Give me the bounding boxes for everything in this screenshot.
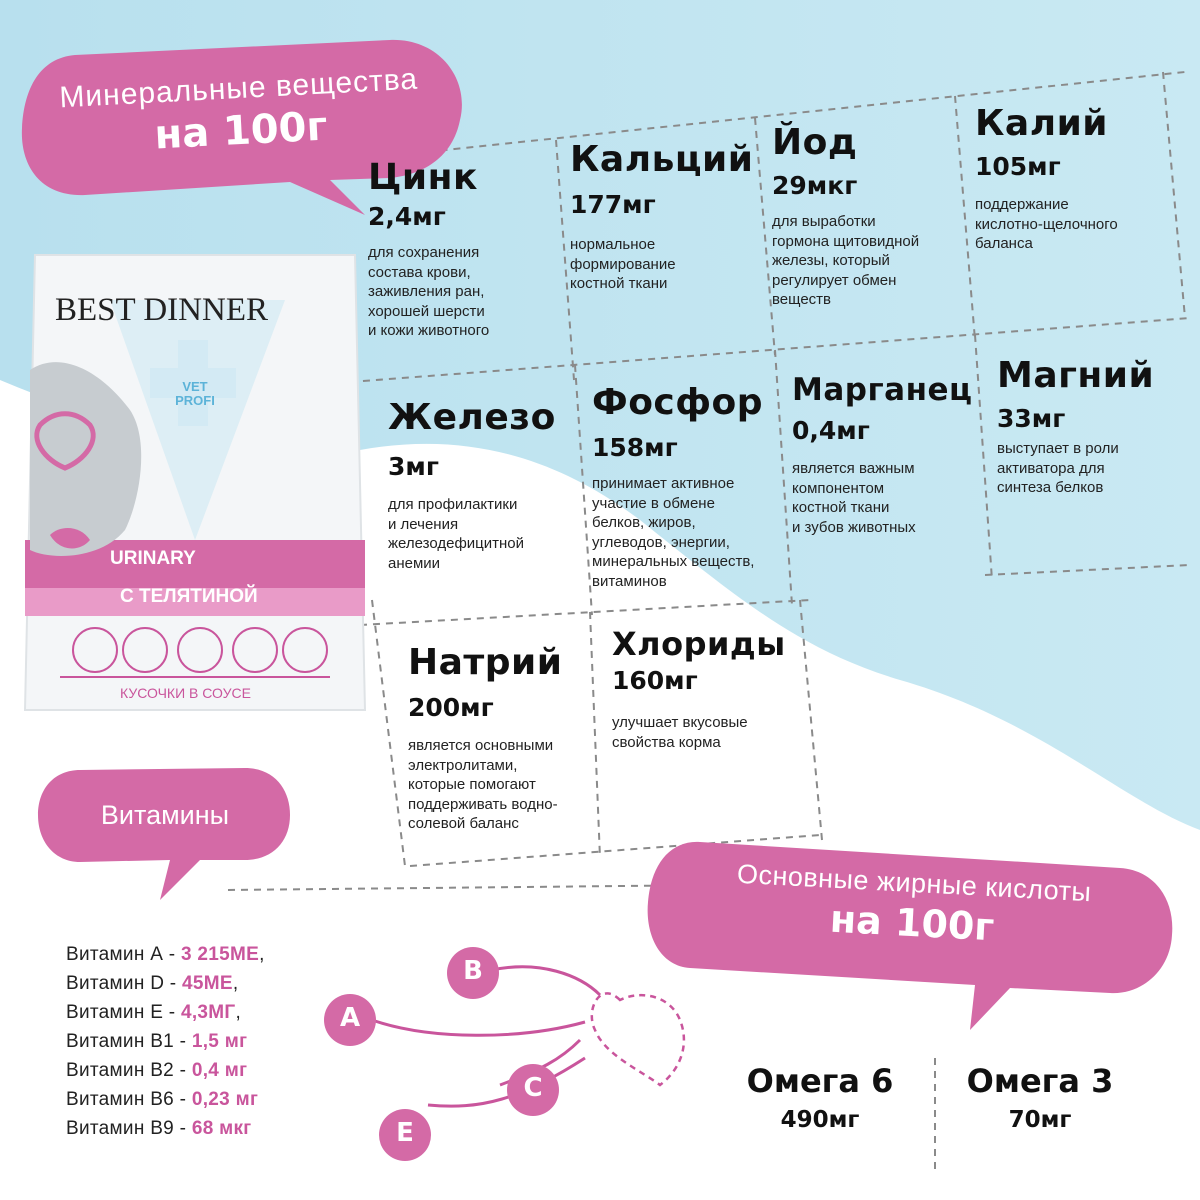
mineral-desc: является основными электролитами, которые помогают поддерживать водно- солевой баланс (408, 737, 558, 832)
vitamin-row: Витамин В1 - 1,5 мг (66, 1031, 248, 1052)
mineral-desc: для профилактики и лечения железодефицитной анемии (388, 496, 525, 572)
vitamin-letter-c: C (523, 1073, 543, 1103)
mineral-desc: выступает в роли активатора для синтеза белков (997, 440, 1119, 496)
mineral-name: Фосфор (592, 382, 763, 423)
mineral-name: Натрий (408, 642, 563, 683)
mineral-name: Марганец (792, 372, 973, 408)
mineral-cell (408, 642, 598, 834)
omega-6 (725, 1062, 915, 1133)
badge-line2: PROFI (175, 393, 215, 409)
vitamins-title: Витамины (100, 800, 230, 830)
mineral-name: Железо (388, 397, 556, 438)
mineral-amount: 177мг (570, 190, 656, 219)
vitamin-row: Витамин А - 3 215МЕ, (66, 944, 265, 965)
vitamin-row: Витамин В2 - 0,4 мг (66, 1060, 248, 1081)
mineral-desc: принимает активное участие в обмене белков, жиров, углеводов, энергии, минеральных веществ, витаминов (592, 475, 755, 590)
product-format: КУСОЧКИ В СОУСЕ (120, 685, 251, 701)
vitamin-letter-b: B (463, 956, 483, 986)
mineral-amount: 2,4мг (368, 202, 446, 231)
product-flavor: С ТЕЛЯТИНОЙ (120, 586, 258, 607)
mineral-name: Калий (975, 103, 1109, 144)
mineral-amount: 33мг (997, 404, 1066, 433)
mineral-amount: 0,4мг (792, 416, 870, 445)
omega-value: 490мг (780, 1107, 860, 1133)
mineral-amount: 160мг (612, 666, 698, 695)
fatty-acids-line2: на 100г (828, 896, 996, 950)
mineral-amount: 158мг (592, 433, 678, 462)
mineral-desc: поддержание кислотно-щелочного баланса (975, 196, 1118, 252)
mineral-cell (388, 397, 578, 573)
vitamin-row: Витамин Е - 4,3МГ, (66, 1002, 242, 1023)
mineral-desc: для выработки гормона щитовидной железы, который регулирует обмен веществ (772, 213, 920, 308)
minerals-header-line1: Минеральные вещества (58, 62, 419, 115)
badge-line1: VET (182, 379, 208, 394)
fatty-acids-line1: Основные жирные кислоты (736, 858, 1093, 908)
mineral-amount: 29мкг (772, 171, 858, 200)
mineral-desc: для сохранения состава крови, заживления ран, хорошей шерсти и кожи животного (368, 244, 490, 339)
product-line: URINARY (110, 548, 196, 569)
mineral-name: Магний (997, 355, 1155, 396)
product-package (20, 240, 370, 720)
omega-name: Омега 3 (966, 1062, 1114, 1100)
mineral-cell (570, 139, 760, 294)
mineral-cell (792, 372, 987, 537)
mineral-name: Хлориды (612, 625, 786, 663)
mineral-cell (772, 122, 962, 310)
mineral-cell (592, 382, 787, 591)
vitamin-row: Витамин В6 - 0,23 мг (66, 1089, 259, 1110)
mineral-amount: 200мг (408, 693, 494, 722)
vitamin-letter-a: A (339, 1003, 361, 1033)
mineral-desc: нормальное формирование костной ткани (570, 236, 676, 292)
vitamin-row: Витамин D - 45МЕ, (66, 973, 239, 994)
mineral-amount: 3мг (388, 452, 439, 481)
mineral-cell (368, 157, 558, 341)
omega-name: Омега 6 (746, 1062, 894, 1100)
mineral-amount: 105мг (975, 152, 1061, 181)
mineral-cell (975, 103, 1165, 254)
mineral-name: Кальций (570, 139, 754, 180)
vitamin-letter-e: E (396, 1118, 414, 1148)
omega-3 (945, 1062, 1135, 1133)
mineral-desc: улучшает вкусовые свойства корма (612, 714, 748, 751)
vet-profi-badge (160, 380, 230, 409)
mineral-cell (997, 355, 1187, 498)
vitamin-row: Витамин В9 - 68 мкг (66, 1118, 252, 1139)
minerals-header-line2: на 100г (153, 103, 329, 159)
mineral-desc: является важным компонентом костной ткани и зубов животных (792, 460, 916, 536)
mineral-name: Йод (772, 122, 858, 163)
omega-value: 70мг (1008, 1107, 1072, 1133)
brand-logo: BEST DINNER (55, 292, 268, 328)
mineral-name: Цинк (368, 157, 478, 198)
mineral-cell (612, 625, 802, 752)
